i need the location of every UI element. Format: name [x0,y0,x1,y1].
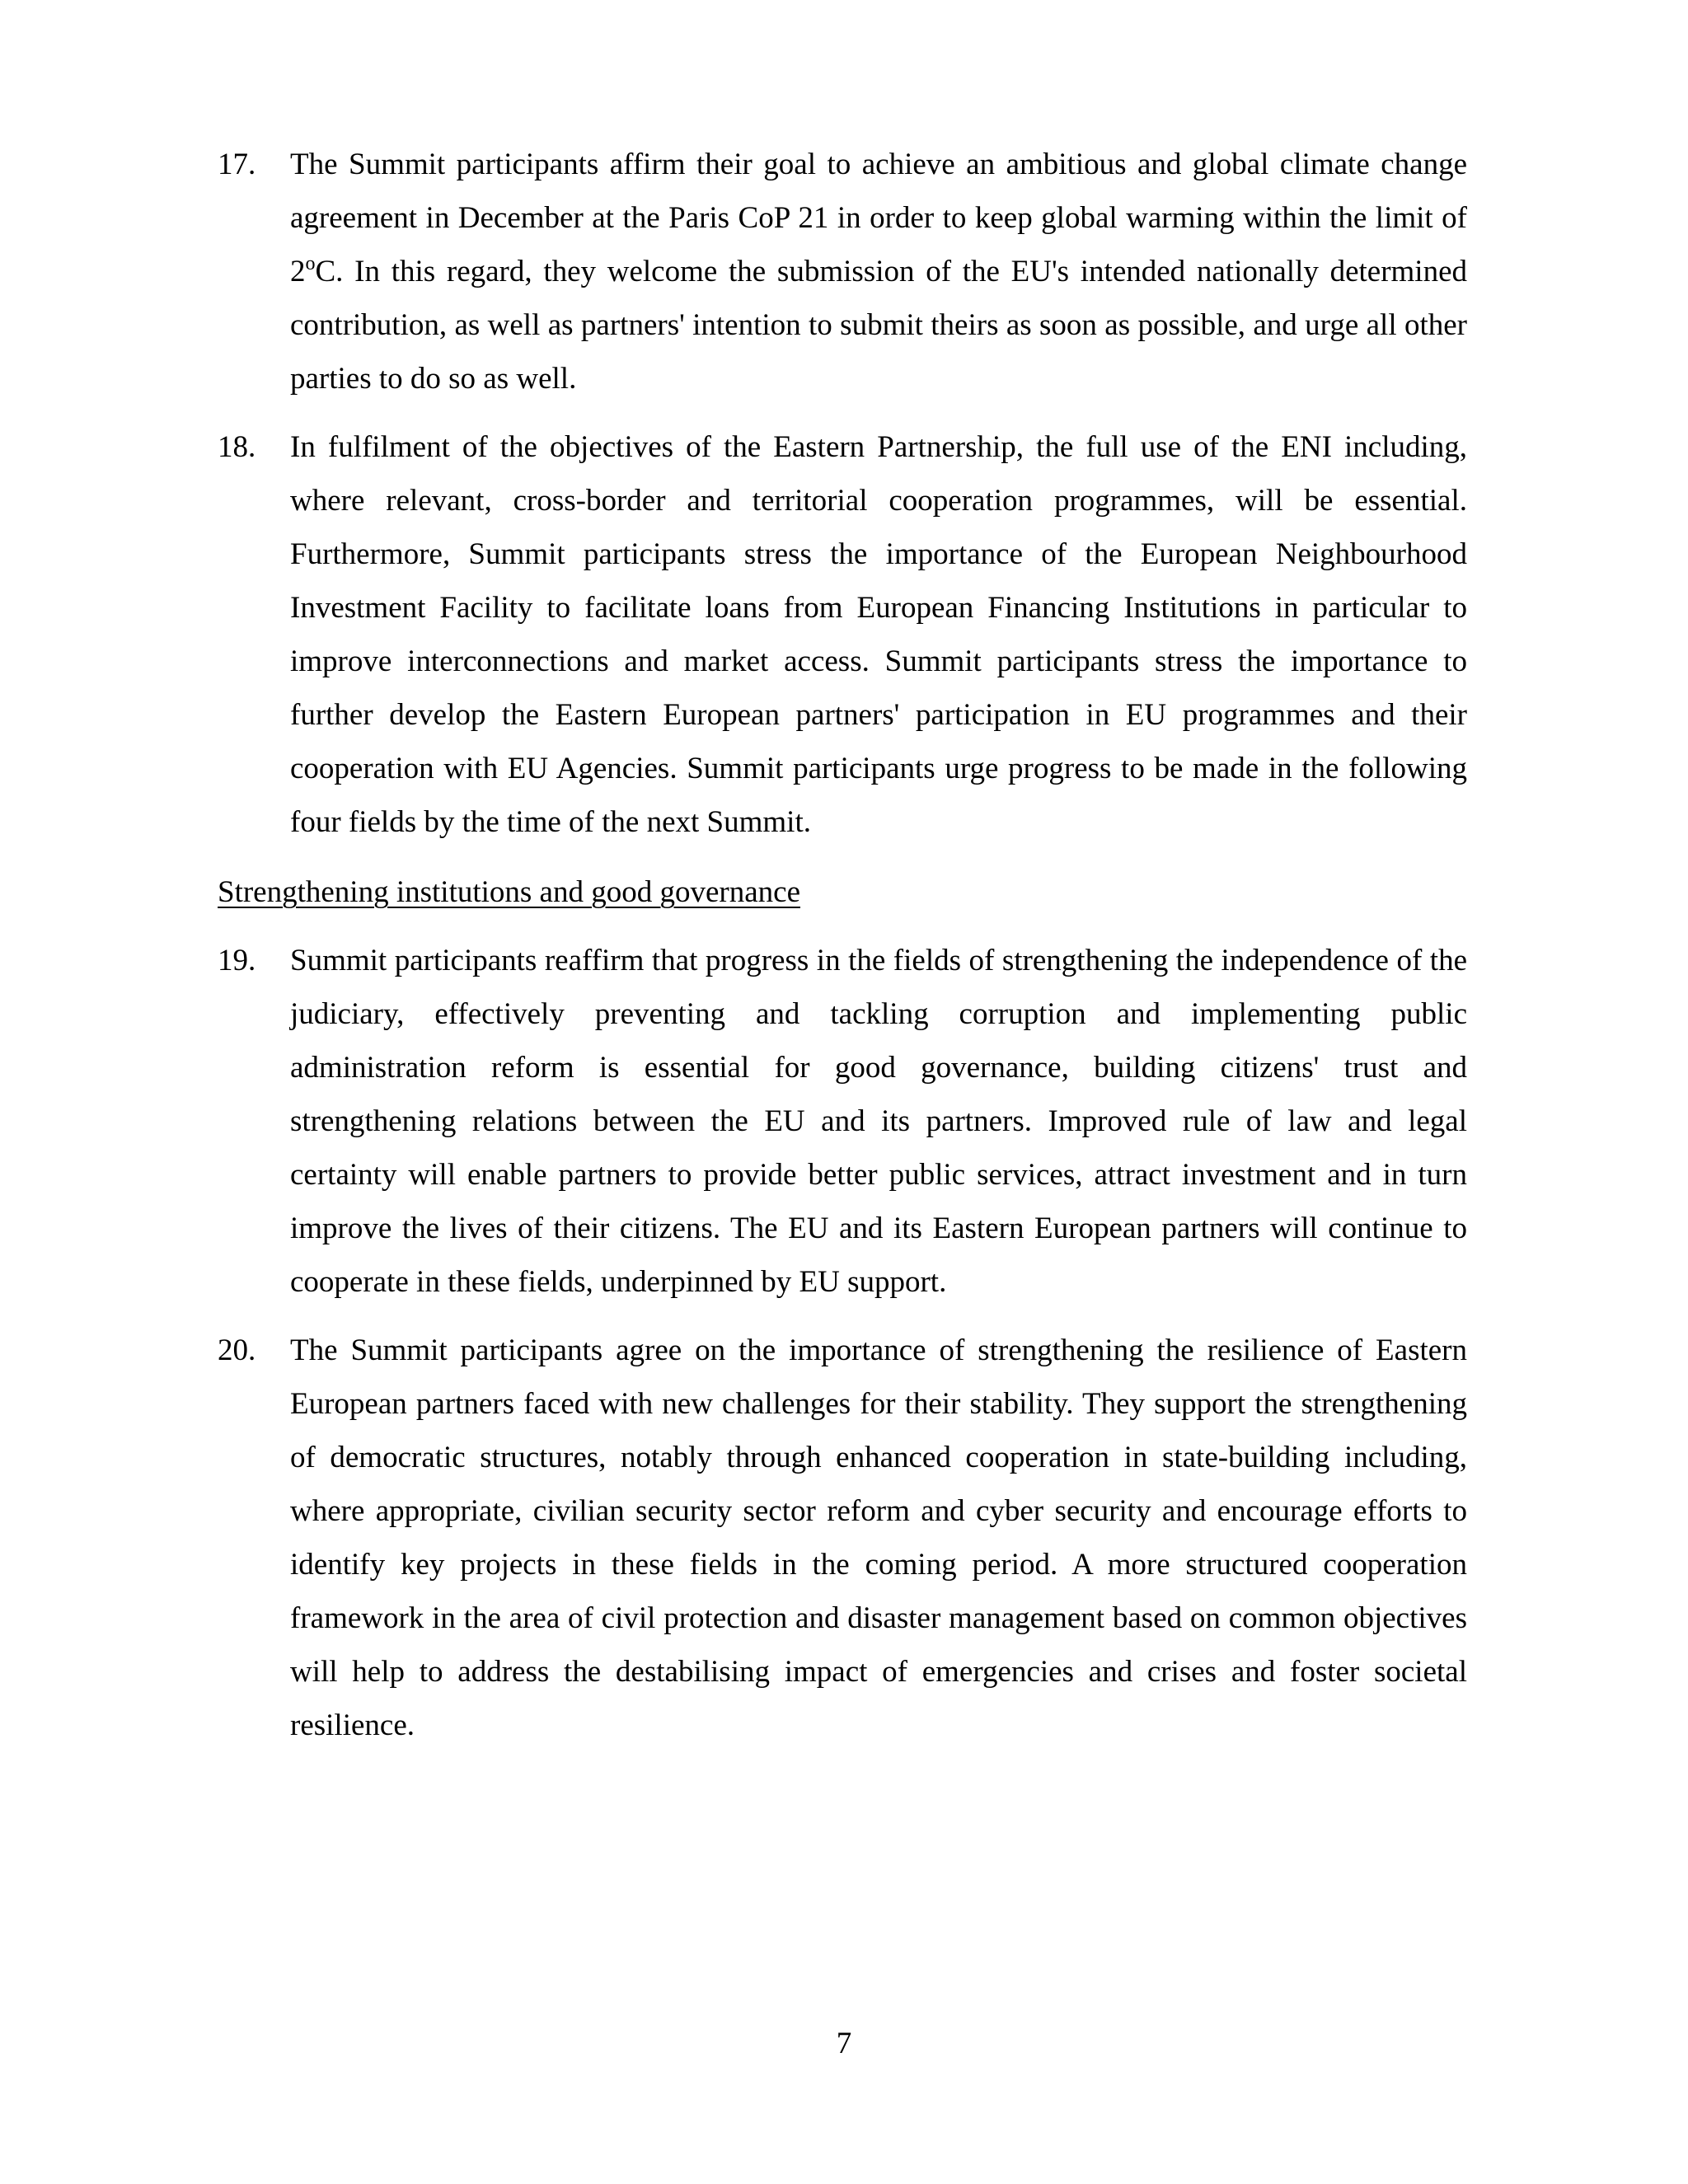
page-number: 7 [836,2027,852,2060]
paragraph-number: 19. [218,944,256,977]
paragraph-text-part: The Summit participants affirm their goal to achieve an ambitious and global climate change agreement in December at the Paris CoP 21 in order to keep global warming within the limit of 2 [290,148,1467,288]
paragraph-19 [218,934,1467,1309]
section-heading: Strengthening institutions and good governance [218,875,800,909]
degree-superscript: o [305,253,316,274]
paragraph-number: 17. [218,148,256,181]
paragraph-text: In fulfilment of the objectives of the Eastern Partnership, the full use of the ENI including, where relevant, cross-border and territorial cooperation programmes, will be essential. Furthermore, Summit participants stress the importance of the European Neighbourhood Investment Facility to facilitate loans from European Financing Institutions in particular to improve interconnections and market access. Summit participants stress the importance to further develop the Eastern European partners' participation in EU programmes and their cooperation with EU Agencies. Summit participants urge progress to be made in the following four fields by the time of the next Summit. [290,430,1467,839]
paragraph-20 [218,1324,1467,1752]
paragraph-18 [218,420,1467,849]
paragraph-text-part: C. In this regard, they welcome the submission of the EU's intended nationally determined contribution, as well as partners' intention to submit theirs as soon as possible, and urge all other parties to do so as well. [290,255,1467,396]
paragraph-text [290,138,1467,405]
paragraph-number: 20. [218,1333,256,1367]
paragraph-number: 18. [218,430,256,464]
paragraph-text: Summit participants reaffirm that progress in the fields of strengthening the independence of the judiciary, effectively preventing and tackling corruption and implementing public administration reform is essential for good governance, building citizens' trust and strengthening relations between the EU and its partners. Improved rule of law and legal certainty will enable partners to provide better public services, attract investment and in turn improve the lives of their citizens. The EU and its Eastern European partners will continue to cooperate in these fields, underpinned by EU support. [290,944,1467,1299]
paragraph-17 [218,138,1467,405]
paragraph-text: The Summit participants agree on the importance of strengthening the resilience of Eastern European partners faced with new challenges for their stability. They support the strengthening of democratic structures, notably through enhanced cooperation in state-building including, where appropriate, civilian security sector reform and cyber security and encourage efforts to identify key projects in these fields in the coming period. A more structured cooperation framework in the area of civil protection and disaster management based on common objectives will help to address the destabilising impact of emergencies and crises and foster societal resilience. [290,1333,1467,1742]
